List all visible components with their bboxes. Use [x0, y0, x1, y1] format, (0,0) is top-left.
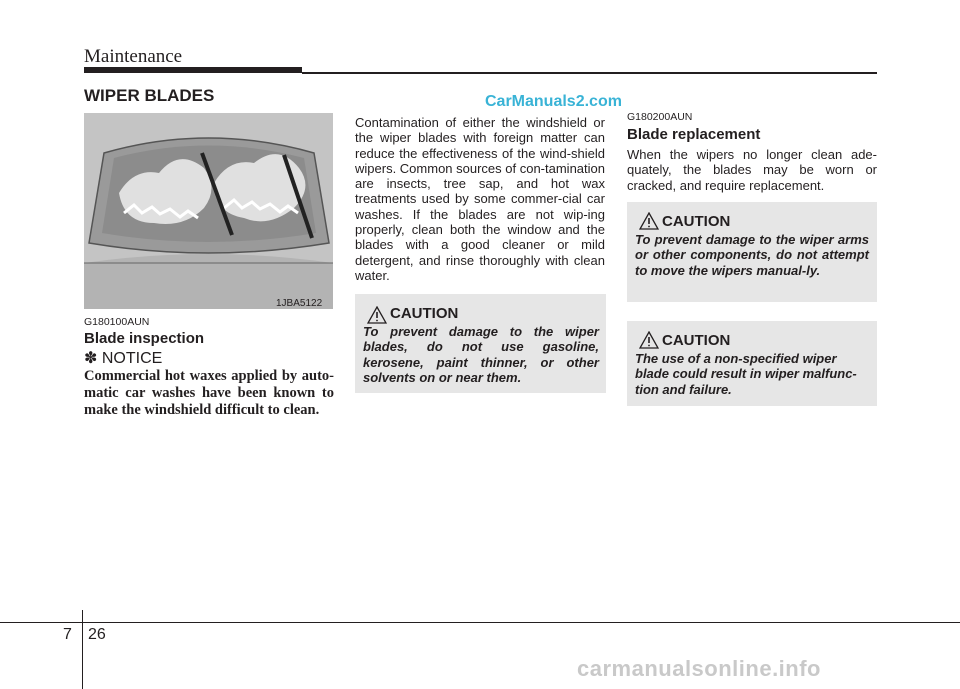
- footer-divider: [82, 610, 83, 689]
- replacement-code: G180200AUN: [627, 111, 693, 123]
- replacement-text: When the wipers no longer clean ade-quately, the blades may be worn or cracked, and require replacement.: [627, 147, 877, 193]
- watermark-carmanuals[interactable]: CarManuals2.com: [485, 93, 622, 110]
- header-rule-thin: [302, 72, 877, 74]
- section-title: WIPER BLADES: [84, 86, 215, 105]
- inspection-heading: Blade inspection: [84, 330, 205, 347]
- notice-label: NOTICE: [101, 350, 163, 367]
- notice-heading: [84, 348, 162, 368]
- caution-2-text: To prevent damage to the wiper arms or other components, do not attempt to move the wipers manual-ly.: [635, 232, 869, 278]
- page-header-title: Maintenance: [84, 46, 183, 67]
- notice-text: Commercial hot waxes applied by auto-matic car washes have been known to make the windshield difficult to clean.: [84, 368, 334, 418]
- replacement-heading: Blade replacement: [627, 126, 761, 143]
- caution-2-title: CAUTION: [662, 213, 731, 230]
- caution-box-2: [627, 202, 877, 302]
- site-watermark[interactable]: carmanualsonline.info: [577, 656, 821, 681]
- windshield-drawing: [84, 113, 333, 309]
- warning-icon: [367, 306, 387, 324]
- caution-box-3: [627, 321, 877, 406]
- warning-icon: [639, 331, 659, 349]
- page-number: 26: [88, 626, 106, 643]
- chapter-number: 7: [63, 626, 72, 643]
- windshield-illustration: [84, 113, 333, 309]
- caution-1-text: To prevent damage to the wiper blades, do not use gasoline, kerosene, paint thinner, or other solvents on or near them.: [363, 324, 599, 385]
- caution-box-1: [355, 294, 606, 393]
- caution-3-text: The use of a non-specified wiper blade could result in wiper malfunc-tion and failure.: [635, 351, 857, 397]
- caution-1-title: CAUTION: [390, 305, 459, 322]
- notice-icon: ✽: [84, 350, 98, 367]
- figure-code: 1JBA5122: [276, 298, 323, 309]
- caution-3-title: CAUTION: [662, 332, 731, 349]
- warning-icon: [639, 212, 659, 230]
- header-rule-thick: [84, 67, 302, 73]
- footer-rule: [0, 622, 960, 623]
- contamination-text: Contamination of either the windshield or the wiper blades with foreign matter can reduce the effectiveness of the wind-shield wipers. Common sources of con-tamination are insects, tree sap, and hot wax treatments used by some commer-cial car washes. If the blades are not wip-ing properly, clean both the window and the blades with a good cleaner or mild detergent, and rinse thoroughly with clean water.: [355, 115, 605, 283]
- inspection-code: G180100AUN: [84, 316, 150, 328]
